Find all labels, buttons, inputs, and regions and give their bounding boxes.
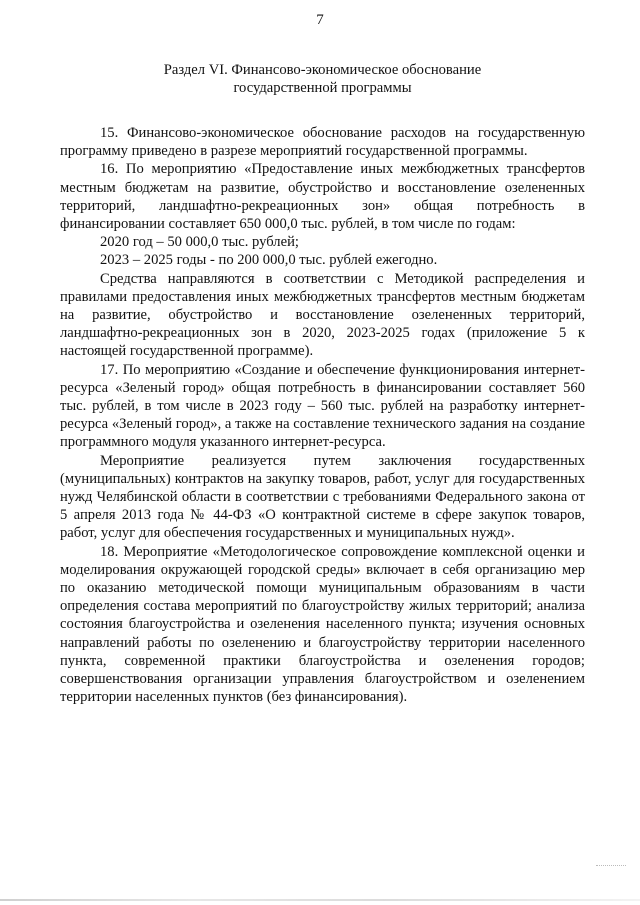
paragraph-16-years-2023-2025: 2023 – 2025 годы - по 200 000,0 тыс. рублей ежегодно. <box>100 252 438 269</box>
body-text <box>60 124 585 707</box>
paragraph-16-funding-rules: Средства направляются в соответствии с Методикой распределения и правилами предоставления иных межбюджетных трансфертов местным бюджетам на развитие, обустройство и восстановление озелененных территорий, ландшафтно-рекреационных зон в 2020, 2023-2025 годах (приложение 5 к настоящей государственной программе). <box>60 270 585 360</box>
section-title <box>60 61 585 97</box>
section-title-line-2: государственной программы <box>233 80 412 96</box>
scan-artifact-mark <box>596 865 626 872</box>
paragraph-17-contracts: Мероприятие реализуется путем заключения государственных (муниципальных) контрактов на закупку товаров, работ, услуг для государственных нужд Челябинской области в соответствии с требованиями Федерального закона от 5 апреля 2013 года № 44-ФЗ «О контрактной системе в сфере закупок товаров, работ, услуг для обеспечения государственных и муниципальных нужд». <box>60 452 585 542</box>
page-number: 7 <box>316 12 324 28</box>
section-title-line-1: Раздел VI. Финансово-экономическое обоснование <box>163 62 482 78</box>
paragraph-15: 15. Финансово-экономическое обоснование расходов на государственную программу приведено в разрезе мероприятий государственной программы. <box>60 125 585 160</box>
paragraph-17: 17. По мероприятию «Создание и обеспечение функционирования интернет-ресурса «Зеленый город» общая потребность в финансировании составляет 560 тыс. рублей, в том числе в 2023 году – 560 тыс. рублей на разработку интернет-ресурса «Зеленый город», а также на составление технического задания на создание программного модуля указанного интернет-ресурса. <box>60 361 585 451</box>
scan-bottom-edge <box>0 899 640 901</box>
paragraph-18: 18. Мероприятие «Методологическое сопровождение комплексной оценки и моделирования окружающей городской среды» включает в себя организацию мер по оказанию методической помощи муниципальным образованиям в части определения состава мероприятий по благоустройству жилых территорий; анализа состояния благоустройства и озеленения населенного пункта; изучения основных направлений работы по озеленению и благоустройству территории населенного пункта, современной практики благоустройства и озеленения городов; совершенствования организации управления благоустройством и озеленением территории населенных пунктов (без финансирования). <box>60 543 585 706</box>
paragraph-16-year-2020: 2020 год – 50 000,0 тыс. рублей; <box>100 234 299 251</box>
paragraph-16: 16. По мероприятию «Предоставление иных межбюджетных трансфертов местным бюджетам на развитие, обустройство и восстановление озелененных территорий, ландшафтно-рекреационных зон» общая потребность в финансировании составляет 650 000,0 тыс. рублей, в том числе по годам: <box>60 161 585 233</box>
